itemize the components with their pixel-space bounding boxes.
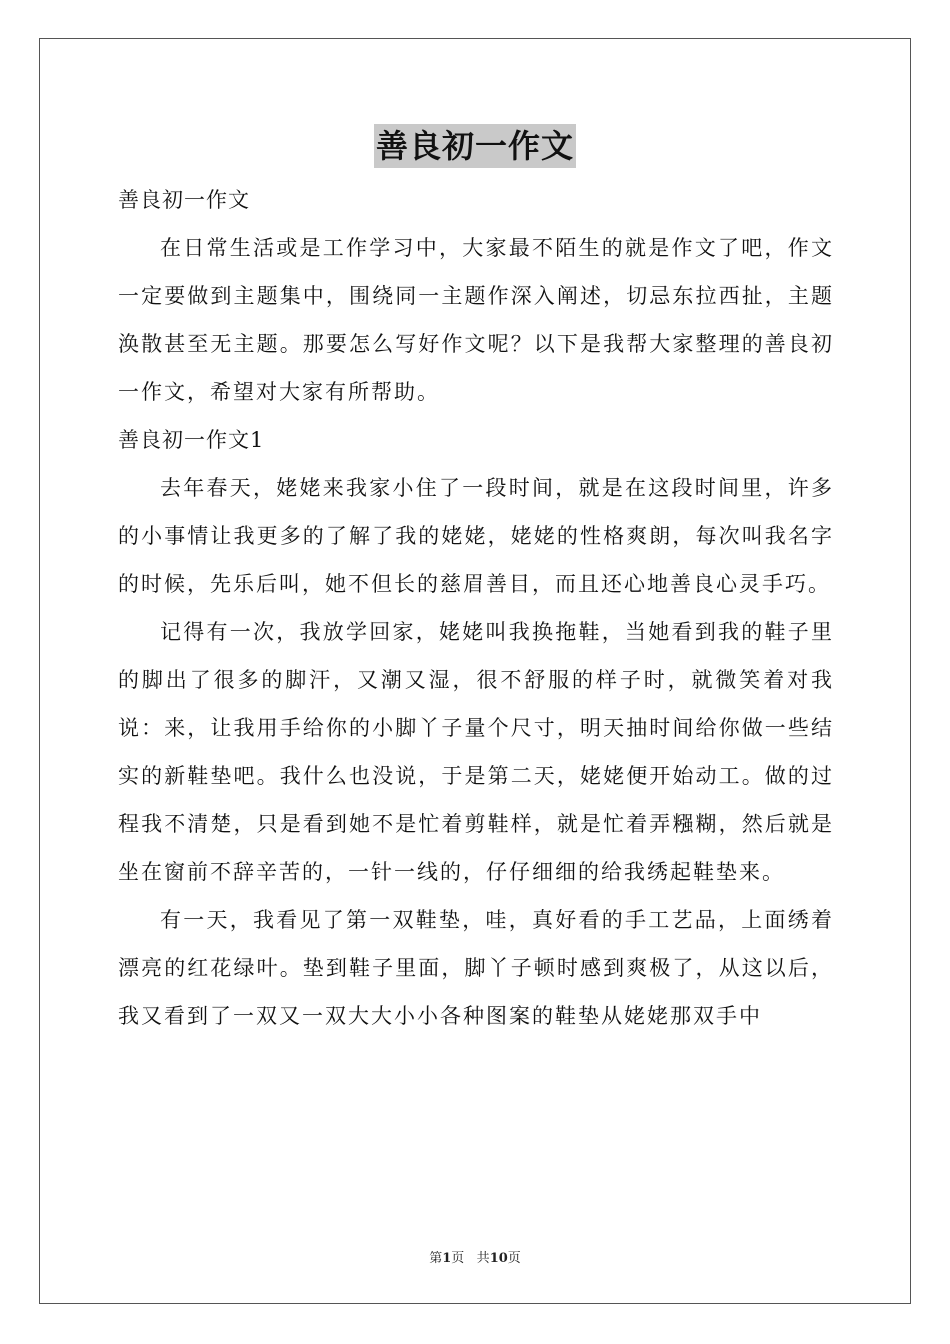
section-heading: 善良初一作文1 (118, 428, 265, 452)
document-body (118, 176, 834, 1040)
body-paragraph-3: 有一天，我看见了第一双鞋垫，哇，真好看的手工艺品，上面绣着漂亮的红花绿叶。垫到鞋子里面，脚丫子顿时感到爽极了，从这以后，我又看到了一双又一双大大小小各种图案的鞋垫从姥姥那双手中 (118, 908, 834, 1028)
body-paragraph-2: 记得有一次，我放学回家，姥姥叫我换拖鞋，当她看到我的鞋子里的脚出了很多的脚汗，又潮又湿，很不舒服的样子时，就微笑着对我说：来，让我用手给你的小脚丫子量个尺寸，明天抽时间给你做一些结实的新鞋垫吧。我什么也没说，于是第二天，姥姥便开始动工。做的过程我不清楚，只是看到她不是忙着剪鞋样，就是忙着弄糨糊，然后就是坐在窗前不辞辛苦的，一针一线的，仔仔细细的给我绣起鞋垫来。 (118, 620, 834, 884)
total-suffix: 页 (507, 1251, 521, 1266)
total-prefix: 共 (476, 1251, 490, 1266)
document-title: 善良初一作文 (374, 124, 576, 168)
page-suffix: 页 (451, 1251, 465, 1266)
page-total: 10 (489, 1251, 508, 1266)
body-paragraph-1: 去年春天，姥姥来我家小住了一段时间，就是在这段时间里，许多的小事情让我更多的了解了我的姥姥，姥姥的性格爽朗，每次叫我名字的时候，先乐后叫，她不但长的慈眉善目，而且还心地善良心灵手巧。 (118, 476, 834, 596)
title-container (0, 124, 950, 168)
document-subtitle: 善良初一作文 (118, 188, 250, 212)
page-footer (0, 1247, 950, 1266)
page-prefix: 第 (429, 1251, 443, 1266)
intro-paragraph: 在日常生活或是工作学习中，大家最不陌生的就是作文了吧，作文一定要做到主题集中，围绕同一主题作深入阐述，切忌东拉西扯，主题涣散甚至无主题。那要怎么写好作文呢？以下是我帮大家整理的善良初一作文，希望对大家有所帮助。 (118, 236, 834, 404)
page-current: 1 (442, 1251, 452, 1266)
